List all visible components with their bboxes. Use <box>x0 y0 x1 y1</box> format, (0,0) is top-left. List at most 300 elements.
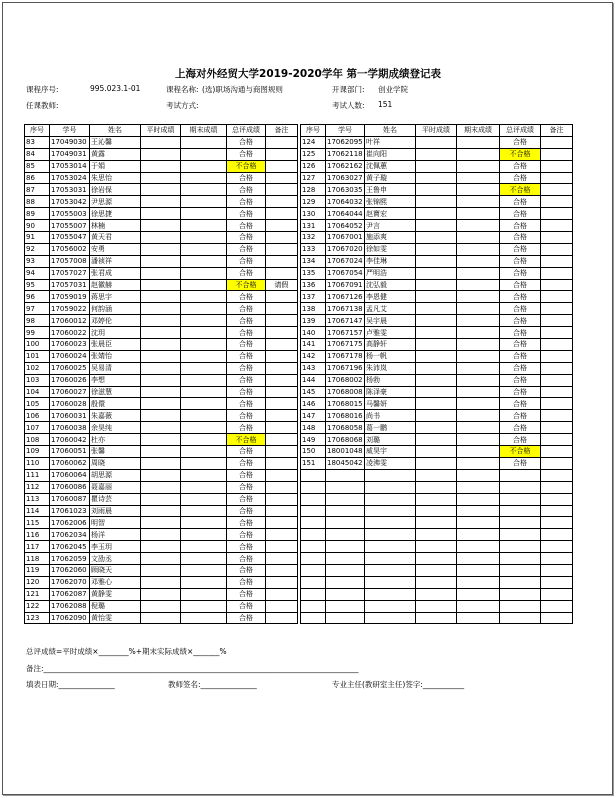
remark-cell <box>266 410 298 422</box>
usual-score-cell <box>416 243 457 255</box>
table-row <box>301 469 573 481</box>
name-cell: 刘雨晨 <box>90 505 141 517</box>
name-cell: 赵徽赫 <box>90 279 141 291</box>
final-score-cell <box>457 588 500 600</box>
student-id-cell: 17062006 <box>50 517 90 529</box>
table-row <box>301 517 573 529</box>
seq-cell: 114 <box>25 505 50 517</box>
final-score-cell <box>181 315 227 327</box>
student-id-cell: 17060086 <box>50 481 90 493</box>
name-cell: 安勇 <box>90 243 141 255</box>
usual-score-cell <box>141 410 181 422</box>
student-id-cell: 17049030 <box>50 136 90 148</box>
usual-score-cell <box>141 232 181 244</box>
table-row <box>25 220 298 232</box>
student-id-cell: 17060031 <box>50 410 90 422</box>
name-cell: 潘祯祥 <box>90 255 141 267</box>
total-score-cell: 合格 <box>500 410 541 422</box>
remark-cell <box>266 172 298 184</box>
name-cell: 尚书 <box>365 410 416 422</box>
total-score-cell: 合格 <box>227 220 266 232</box>
table-row <box>301 564 573 576</box>
name-cell: 陈泽豪 <box>365 386 416 398</box>
remark-cell <box>541 457 573 469</box>
table-row <box>25 588 298 600</box>
name-cell: 吴宇晨 <box>365 315 416 327</box>
usual-score-cell <box>416 541 457 553</box>
seq-cell <box>301 529 326 541</box>
table-row <box>301 386 573 398</box>
name-cell: 顾晓天 <box>90 564 141 576</box>
total-score-cell: 合格 <box>227 362 266 374</box>
total-score-cell: 合格 <box>227 529 266 541</box>
usual-score-cell <box>416 446 457 458</box>
usual-score-cell <box>141 457 181 469</box>
final-score-cell <box>457 232 500 244</box>
remark-cell <box>541 386 573 398</box>
student-id-cell: 17060042 <box>50 434 90 446</box>
usual-score-cell <box>141 291 181 303</box>
remark-cell <box>266 493 298 505</box>
usual-score-cell <box>141 600 181 612</box>
column-header-name: 姓名 <box>365 125 416 137</box>
final-score-cell <box>181 469 227 481</box>
table-row <box>301 291 573 303</box>
final-score-cell <box>457 434 500 446</box>
seq-cell: 127 <box>301 172 326 184</box>
final-score-cell <box>457 172 500 184</box>
column-header-student-id: 学号 <box>50 125 90 137</box>
final-score-cell <box>457 386 500 398</box>
total-score-cell <box>500 505 541 517</box>
student-id-cell: 17059022 <box>50 303 90 315</box>
remark-cell <box>541 184 573 196</box>
student-id-cell: 17067147 <box>327 316 363 325</box>
usual-score-cell <box>141 588 181 600</box>
final-score-cell <box>181 517 227 529</box>
usual-score-cell <box>416 410 457 422</box>
student-id-cell: 17064052 <box>327 221 363 230</box>
final-score-cell <box>181 398 227 410</box>
name-cell: 沈玥 <box>90 327 141 339</box>
remark-cell <box>266 398 298 410</box>
seq-cell: 83 <box>25 136 50 148</box>
name-cell: 杨勃 <box>365 374 416 386</box>
seq-cell: 84 <box>25 148 50 160</box>
column-header-seq: 序号 <box>301 125 326 137</box>
seq-cell: 113 <box>25 493 50 505</box>
table-row <box>25 232 298 244</box>
total-score-cell: 合格 <box>227 422 266 434</box>
seq-cell <box>301 469 326 481</box>
final-score-cell <box>457 362 500 374</box>
table-row <box>301 279 573 291</box>
final-score-cell <box>181 600 227 612</box>
table-row <box>25 243 298 255</box>
name-cell: 孟凡艾 <box>365 303 416 315</box>
table-row <box>301 529 573 541</box>
usual-score-cell <box>141 184 181 196</box>
final-score-cell <box>457 196 500 208</box>
name-cell: 张婧怡 <box>90 350 141 362</box>
final-score-cell <box>181 410 227 422</box>
student-id-cell: 17064044 <box>327 209 363 218</box>
final-score-cell <box>181 564 227 576</box>
student-id-cell: 18045042 <box>327 459 363 468</box>
remark-cell <box>266 303 298 315</box>
total-score-cell <box>500 481 541 493</box>
student-id-cell: 17060024 <box>50 350 90 362</box>
name-cell: 威昊宇 <box>365 446 416 458</box>
remark-cell <box>541 541 573 553</box>
remark-cell <box>541 243 573 255</box>
table-row <box>301 588 573 600</box>
table-row <box>25 517 298 529</box>
name-cell: 黄露 <box>90 148 141 160</box>
student-id-cell: 17068016 <box>327 411 363 420</box>
student-id-cell: 17053042 <box>50 196 90 208</box>
final-score-cell <box>181 529 227 541</box>
seq-cell: 118 <box>25 553 50 565</box>
name-cell <box>365 600 416 612</box>
total-score-cell: 合格 <box>500 315 541 327</box>
student-id-cell <box>326 564 365 576</box>
fill-date: 填表日期:_______________ <box>26 680 115 689</box>
director-signature: 专业主任(教研室主任)签字:___________ <box>332 680 465 689</box>
usual-score-cell <box>141 505 181 517</box>
final-score-cell <box>457 457 500 469</box>
student-id-cell: 17053014 <box>50 160 90 172</box>
remark-cell <box>541 208 573 220</box>
remark-cell <box>541 148 573 160</box>
seq-cell: 94 <box>25 267 50 279</box>
student-id-cell: 17055047 <box>50 232 90 244</box>
student-id-cell: 17062034 <box>50 529 90 541</box>
table-row <box>301 505 573 517</box>
name-cell: 林楠 <box>90 220 141 232</box>
table-row <box>25 398 298 410</box>
seq-cell: 89 <box>25 208 50 220</box>
final-score-cell <box>181 303 227 315</box>
remark-cell <box>541 160 573 172</box>
name-cell: 邓婷伦 <box>90 315 141 327</box>
total-score-cell <box>500 469 541 481</box>
column-header-seq: 序号 <box>25 125 50 137</box>
final-score-cell <box>181 160 227 172</box>
column-header-remark: 备注 <box>541 125 573 137</box>
usual-score-cell <box>141 541 181 553</box>
final-score-cell <box>457 529 500 541</box>
final-score-cell <box>181 255 227 267</box>
remark-cell <box>266 160 298 172</box>
student-id-cell: 17062060 <box>50 564 90 576</box>
seq-cell: 149 <box>301 434 326 446</box>
total-score-cell: 合格 <box>500 267 541 279</box>
total-score-cell: 合格 <box>227 327 266 339</box>
seq-cell: 136 <box>301 279 326 291</box>
student-id-cell: 17067054 <box>327 269 363 278</box>
usual-score-cell <box>416 434 457 446</box>
seq-cell: 143 <box>301 362 326 374</box>
table-row <box>25 303 298 315</box>
usual-score-cell <box>416 422 457 434</box>
name-cell: 徐滋慧 <box>90 386 141 398</box>
name-cell: 叶祥 <box>365 136 416 148</box>
student-id-cell: 17068058 <box>327 423 363 432</box>
remark-cell <box>266 541 298 553</box>
column-header-remark: 备注 <box>266 125 298 137</box>
usual-score-cell <box>416 291 457 303</box>
usual-score-cell <box>141 339 181 351</box>
table-row <box>25 196 298 208</box>
usual-score-cell <box>416 148 457 160</box>
table-row <box>301 493 573 505</box>
student-id-cell: 17062045 <box>50 541 90 553</box>
remark-cell <box>541 553 573 565</box>
total-score-cell: 合格 <box>227 243 266 255</box>
total-score-cell <box>500 588 541 600</box>
total-score-cell: 合格 <box>227 303 266 315</box>
table-row <box>301 136 573 148</box>
final-score-cell <box>181 505 227 517</box>
final-score-cell <box>181 339 227 351</box>
seq-cell: 130 <box>301 208 326 220</box>
name-cell: 高静轩 <box>365 339 416 351</box>
table-row <box>25 505 298 517</box>
seq-cell: 126 <box>301 160 326 172</box>
usual-score-cell <box>141 243 181 255</box>
total-score-cell <box>500 553 541 565</box>
course-no: 995.023.1-01 <box>90 84 141 93</box>
table-row <box>25 362 298 374</box>
student-id-cell: 17057031 <box>50 279 90 291</box>
remark-cell <box>541 220 573 232</box>
remark-cell <box>541 232 573 244</box>
seq-cell: 91 <box>25 232 50 244</box>
remark-cell <box>266 588 298 600</box>
total-score-cell: 合格 <box>500 255 541 267</box>
usual-score-cell <box>416 255 457 267</box>
total-score-cell: 合格 <box>227 517 266 529</box>
student-id-cell: 17060025 <box>50 362 90 374</box>
name-cell: 李想 <box>90 374 141 386</box>
student-id-cell: 17067020 <box>327 245 363 254</box>
usual-score-cell <box>141 553 181 565</box>
column-header-total-score: 总评成绩 <box>500 125 541 137</box>
seq-cell: 134 <box>301 255 326 267</box>
table-row <box>25 136 298 148</box>
final-score-cell <box>457 291 500 303</box>
final-score-cell <box>457 303 500 315</box>
usual-score-cell <box>141 136 181 148</box>
table-row <box>301 398 573 410</box>
total-score-cell: 合格 <box>227 196 266 208</box>
remark-cell <box>266 136 298 148</box>
table-row <box>25 327 298 339</box>
total-score-cell: 合格 <box>227 339 266 351</box>
remark-cell <box>541 315 573 327</box>
usual-score-cell <box>416 457 457 469</box>
student-id-cell: 17067157 <box>327 328 363 337</box>
seq-cell: 123 <box>25 612 50 624</box>
dept: 创业学院 <box>378 85 408 94</box>
final-score-cell <box>457 136 500 148</box>
table-row <box>25 600 298 612</box>
student-id-cell: 17061023 <box>50 505 90 517</box>
student-id-cell: 17060012 <box>50 315 90 327</box>
student-id-cell: 17062095 <box>327 138 363 147</box>
name-cell: 殷儇 <box>90 398 141 410</box>
table-row <box>25 208 298 220</box>
final-score-cell <box>181 279 227 291</box>
remark-cell <box>541 279 573 291</box>
total-score-cell: 合格 <box>500 398 541 410</box>
student-id-cell: 17053031 <box>50 184 90 196</box>
student-id-cell: 17062162 <box>327 162 363 171</box>
name-cell: 蒋思宇 <box>90 291 141 303</box>
seq-cell <box>301 493 326 505</box>
table-row <box>25 315 298 327</box>
table-row <box>25 541 298 553</box>
final-score-cell <box>457 160 500 172</box>
table-row <box>301 541 573 553</box>
usual-score-cell <box>416 220 457 232</box>
total-score-cell <box>500 600 541 612</box>
usual-score-cell <box>416 505 457 517</box>
final-score-cell <box>457 398 500 410</box>
final-score-cell <box>457 350 500 362</box>
remark-cell <box>266 600 298 612</box>
table-row <box>25 291 298 303</box>
student-id-cell: 18001048 <box>327 447 363 456</box>
total-score-cell: 合格 <box>227 136 266 148</box>
seq-cell: 135 <box>301 267 326 279</box>
name-cell: 卢雅雯 <box>365 327 416 339</box>
total-score-cell: 合格 <box>500 362 541 374</box>
remark-cell <box>541 529 573 541</box>
remark-cell <box>266 446 298 458</box>
student-id-cell: 17068068 <box>327 435 363 444</box>
name-cell: 何韵涵 <box>90 303 141 315</box>
total-score-cell: 合格 <box>500 243 541 255</box>
name-cell: 王鲁申 <box>365 184 416 196</box>
final-score-cell <box>181 386 227 398</box>
remark-cell <box>541 255 573 267</box>
final-score-cell <box>457 410 500 422</box>
seq-cell: 129 <box>301 196 326 208</box>
name-cell: 李恩健 <box>365 291 416 303</box>
usual-score-cell <box>416 327 457 339</box>
table-row <box>301 553 573 565</box>
final-score-cell <box>457 612 500 624</box>
table-row <box>301 446 573 458</box>
table-row <box>25 410 298 422</box>
seq-cell: 96 <box>25 291 50 303</box>
final-score-cell <box>457 339 500 351</box>
usual-score-cell <box>416 350 457 362</box>
usual-score-cell <box>416 398 457 410</box>
final-score-cell <box>181 327 227 339</box>
total-score-cell: 合格 <box>227 184 266 196</box>
seq-cell <box>301 612 326 624</box>
final-score-cell <box>457 600 500 612</box>
name-cell: 沈弘毅 <box>365 279 416 291</box>
student-id-cell: 17067024 <box>327 257 363 266</box>
seq-cell: 147 <box>301 410 326 422</box>
usual-score-cell <box>141 446 181 458</box>
name-cell: 聂嘉丽 <box>90 481 141 493</box>
seq-cell: 109 <box>25 446 50 458</box>
seq-cell: 111 <box>25 469 50 481</box>
total-score-cell: 合格 <box>500 386 541 398</box>
student-id-cell <box>326 553 365 565</box>
table-row <box>25 386 298 398</box>
name-cell: 杨洋 <box>90 529 141 541</box>
student-id-cell: 17060022 <box>50 327 90 339</box>
seq-cell: 115 <box>25 517 50 529</box>
seq-cell <box>301 505 326 517</box>
table-row <box>25 422 298 434</box>
usual-score-cell <box>141 279 181 291</box>
name-cell <box>365 481 416 493</box>
usual-score-cell <box>141 434 181 446</box>
student-id-cell: 17067138 <box>327 304 363 313</box>
total-score-cell: 合格 <box>500 279 541 291</box>
name-cell: 张晨臣 <box>90 339 141 351</box>
seq-cell: 119 <box>25 564 50 576</box>
final-score-cell <box>181 374 227 386</box>
total-score-cell <box>500 541 541 553</box>
usual-score-cell <box>141 386 181 398</box>
student-id-cell <box>326 612 365 624</box>
total-score-cell: 合格 <box>227 612 266 624</box>
usual-score-cell <box>416 303 457 315</box>
final-score-cell <box>457 267 500 279</box>
seq-cell <box>301 588 326 600</box>
page-title: 上海对外经贸大学2019-2020学年 第一学期成绩登记表 <box>175 68 441 80</box>
total-score-cell: 合格 <box>227 505 266 517</box>
name-cell: 邓雅心 <box>90 576 141 588</box>
final-score-cell <box>181 208 227 220</box>
remark-cell: 请假 <box>266 279 298 291</box>
usual-score-cell <box>141 612 181 624</box>
usual-score-cell <box>141 564 181 576</box>
table-row <box>301 600 573 612</box>
table-row <box>25 279 298 291</box>
name-cell: 于娟 <box>90 160 141 172</box>
final-score-cell <box>457 220 500 232</box>
student-id-cell: 17068002 <box>327 376 363 385</box>
remark-cell <box>266 327 298 339</box>
total-score-cell: 不合格 <box>227 279 266 291</box>
name-cell: 吴易清 <box>90 362 141 374</box>
final-score-cell <box>181 541 227 553</box>
total-score-cell: 合格 <box>227 481 266 493</box>
usual-score-cell <box>416 315 457 327</box>
final-score-cell <box>181 196 227 208</box>
final-score-cell <box>457 446 500 458</box>
usual-score-cell <box>141 529 181 541</box>
student-id-cell: 17062059 <box>50 553 90 565</box>
table-row <box>301 410 573 422</box>
seq-cell: 146 <box>301 398 326 410</box>
name-cell: 刘璐 <box>365 434 416 446</box>
student-id-cell: 17062090 <box>50 612 90 624</box>
total-score-cell: 合格 <box>500 232 541 244</box>
usual-score-cell <box>416 576 457 588</box>
name-cell: 黄子璇 <box>365 172 416 184</box>
name-cell <box>365 612 416 624</box>
